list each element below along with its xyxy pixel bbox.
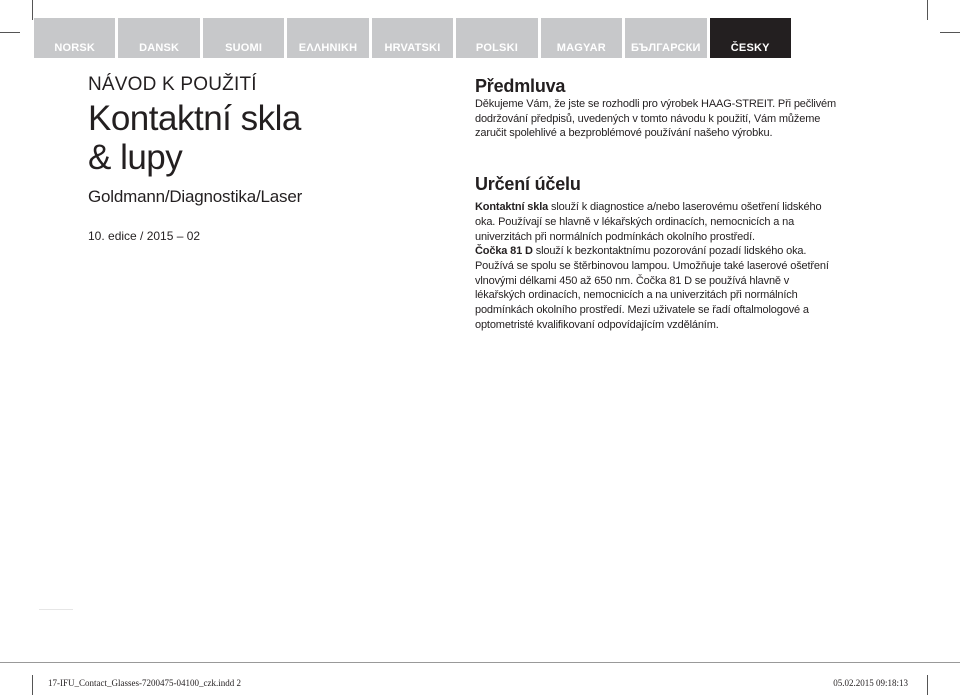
- preface-heading: Předmluva: [475, 76, 566, 96]
- cover-block: [88, 74, 418, 243]
- purpose-text-1: slouží k diagnostice a/nebo laserovému ošetření lidského oka. Používají se hlavně v lékařských ordinacích, nemocnicích a na univerzitách při normálních podmínkách okolního prostředí.: [475, 201, 822, 243]
- document-type: NÁVOD K POUŽITÍ: [88, 74, 257, 95]
- footer-timestamp: 05.02.2015 09:18:13: [833, 678, 908, 688]
- preface-text: Děkujeme Vám, že jste se rozhodli pro výrobek HAAG-STREIT. Při pečlivém dodržování předpisů, uvedených v tomto návodu k použití, Vám můžeme zaručit spolehlivé a bezproblémové používání našeho výrobku.: [475, 98, 837, 140]
- purpose-term-contact-glasses: Kontaktní skla: [475, 201, 549, 214]
- language-tab-cesky[interactable]: ČESKY: [710, 18, 791, 58]
- footer-divider: [0, 662, 960, 663]
- document-title-line1: Kontaktní skla: [88, 99, 301, 138]
- language-tab-magyar[interactable]: MAGYAR: [541, 18, 622, 58]
- purpose-heading: Určení účelu: [475, 174, 581, 195]
- content-column: [475, 76, 840, 332]
- purpose-text-2: slouží k bezkontaktnímu pozorování pozadí lidského oka. Používá se spolu se štěrbinovou lampou. Umožňuje také laserové ošetření vlnovými délkami 450 až 650 nm. Čočka 81 D se používá hlavně v lékařských ordinacích, nemocnicích a na univerzitách při normálních podmínkách okolního prostředí. Mezi uživatele se řadí oftalmologové a optometristé kvalifikovaní odpovídajícím vzděláním.: [475, 245, 829, 331]
- footer-file-name: 17-IFU_Contact_Glasses-7200475-04100_czk.indd 2: [48, 678, 241, 688]
- language-tab-polski[interactable]: POLSKI: [456, 18, 537, 58]
- crop-mark: [32, 0, 33, 20]
- edition-info: 10. edice / 2015 – 02: [88, 229, 201, 243]
- purpose-paragraph-2: [475, 244, 840, 332]
- purpose-term-lens-81d: Čočka 81 D: [475, 245, 533, 258]
- crop-mark: [927, 675, 928, 695]
- document-title-line2: & lupy: [88, 138, 183, 177]
- crop-mark: [940, 32, 960, 33]
- document-title: [88, 99, 418, 177]
- crop-mark: [32, 675, 33, 695]
- language-tab-bar: [34, 18, 791, 58]
- crop-mark: [0, 32, 20, 33]
- language-tab-norsk[interactable]: NORSK: [34, 18, 115, 58]
- purpose-paragraph-1: [475, 200, 840, 244]
- document-subtitle: Goldmann/Diagnostika/Laser: [88, 187, 303, 206]
- crop-mark: [927, 0, 928, 20]
- language-tab-hrvatski[interactable]: HRVATSKI: [372, 18, 453, 58]
- language-tab-suomi[interactable]: SUOMI: [203, 18, 284, 58]
- divider: [39, 609, 73, 610]
- language-tab-greek[interactable]: ΕΛΛΗΝΙΚΗ: [287, 18, 368, 58]
- language-tab-dansk[interactable]: DANSK: [118, 18, 199, 58]
- language-tab-bulgarian[interactable]: БЪЛГАРСКИ: [625, 18, 706, 58]
